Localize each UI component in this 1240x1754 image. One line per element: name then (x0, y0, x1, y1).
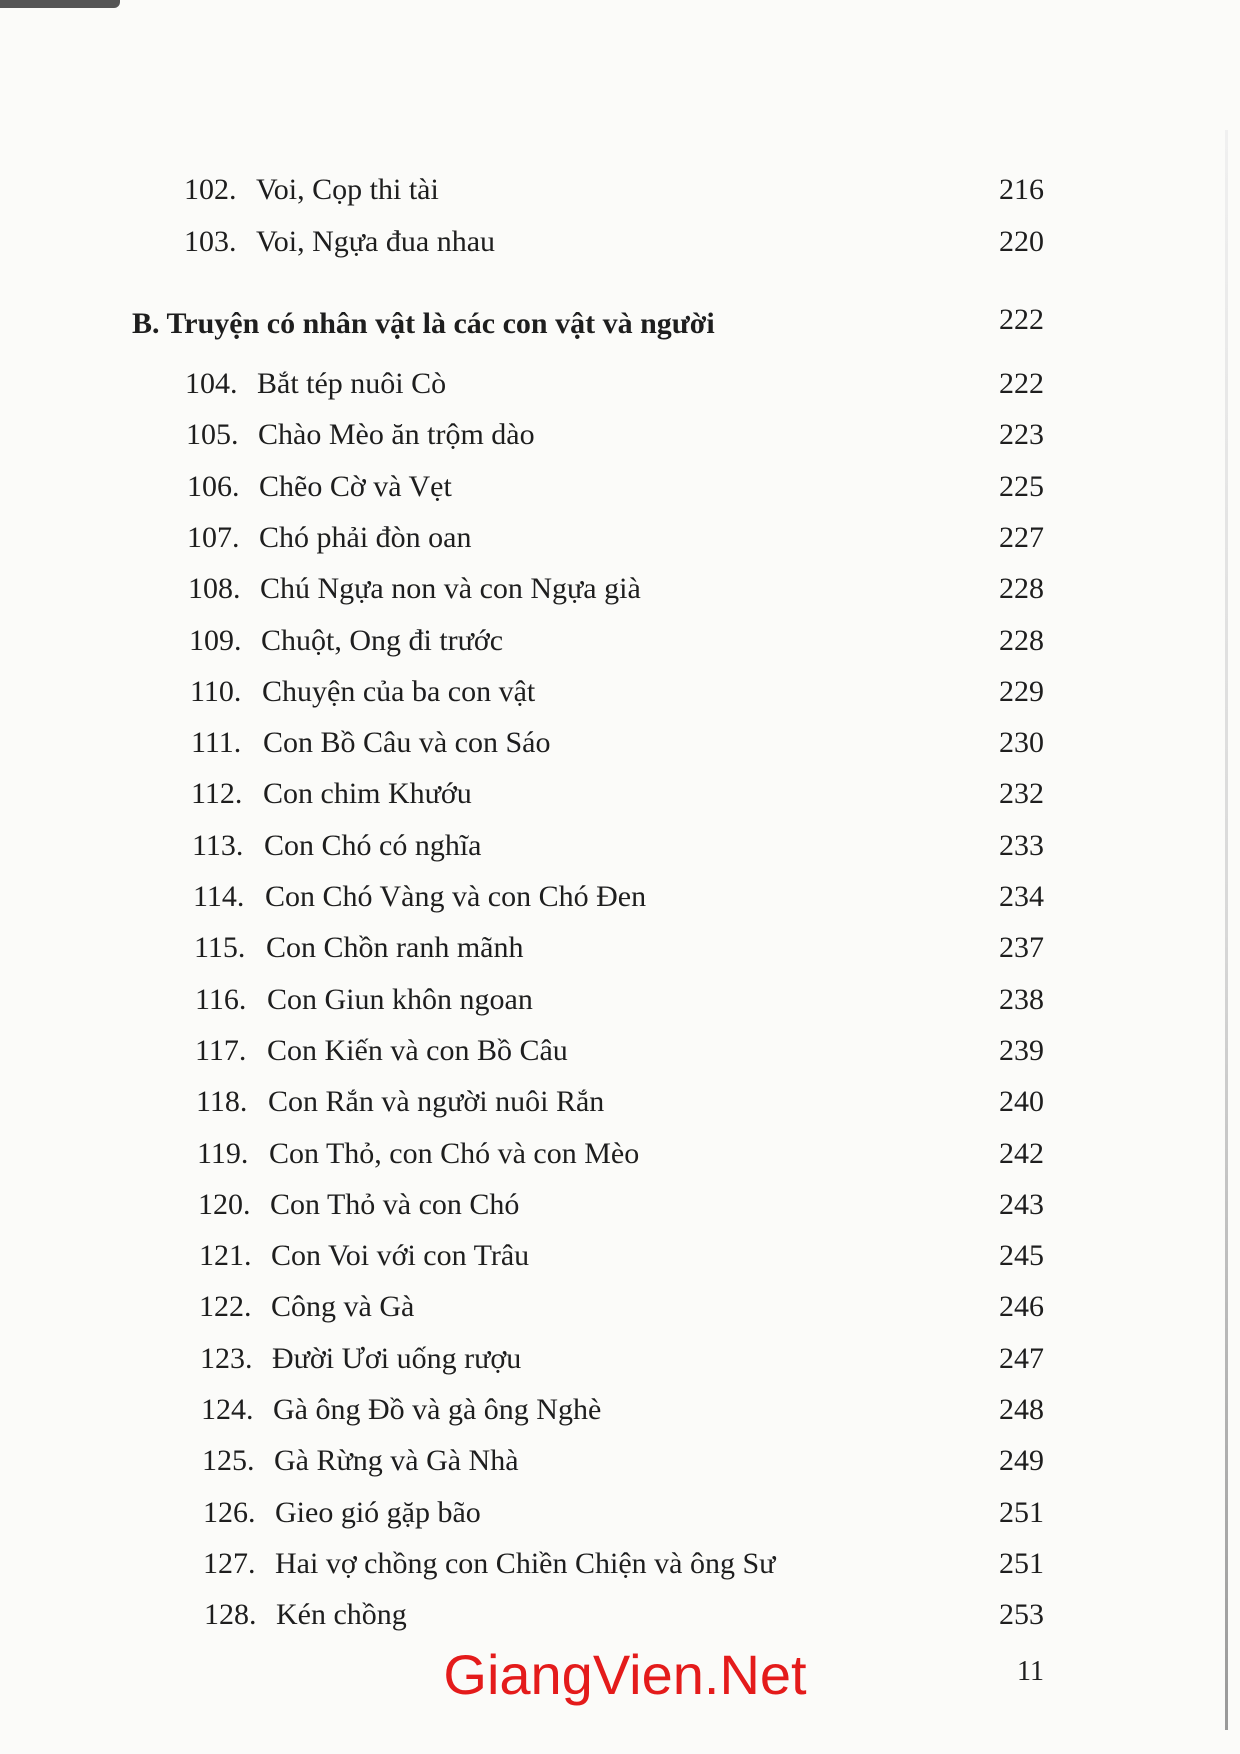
entry-page: 239 (999, 1034, 1044, 1067)
scan-page-edge (1225, 130, 1228, 1730)
entry-title: Voi, Cọp thi tài (256, 173, 439, 206)
entry-page: 253 (999, 1598, 1044, 1631)
toc-entry (201, 1390, 601, 1430)
entry-number: 127. (203, 1547, 256, 1580)
toc-entry (184, 222, 495, 262)
entry-number: 113. (192, 829, 244, 862)
entry-title: Con chim Khướu (263, 777, 472, 810)
entry-number: 115. (194, 931, 246, 964)
toc-entry (190, 672, 535, 712)
entry-title: Chó phải đòn oan (259, 521, 472, 554)
entry-title: Hai vợ chồng con Chiền Chiện và ông Sư (275, 1547, 776, 1580)
toc-entry (203, 1493, 481, 1533)
entry-page: 247 (999, 1342, 1044, 1375)
entry-title: Gà ông Đồ và gà ông Nghè (273, 1393, 602, 1426)
entry-number: 121. (199, 1239, 252, 1272)
scan-corner-mark (0, 0, 120, 8)
entry-title: Con Kiến và con Bồ Câu (267, 1034, 568, 1067)
entry-number: 116. (195, 983, 247, 1016)
entry-title: Chẽo Cờ và Vẹt (259, 470, 452, 503)
entry-title: Gà Rừng và Gà Nhà (274, 1444, 519, 1477)
entry-title: Con Chồn ranh mãnh (266, 931, 524, 964)
entry-number: 110. (190, 675, 242, 708)
entry-page: 228 (999, 572, 1044, 605)
toc-entry (185, 364, 446, 404)
entry-number: 102. (184, 173, 237, 206)
entry-number: 128. (204, 1598, 257, 1631)
entry-number: 108. (188, 572, 241, 605)
toc-entry (191, 723, 550, 763)
entry-number: 123. (200, 1342, 253, 1375)
entry-page: 246 (999, 1290, 1044, 1323)
entry-page: 229 (999, 675, 1044, 708)
entry-number: 117. (195, 1034, 247, 1067)
toc-entry (195, 1031, 568, 1071)
toc-entry (200, 1339, 521, 1379)
entry-title: Con Thỏ và con Chó (270, 1188, 520, 1221)
entry-number: 105. (186, 418, 239, 451)
toc-entry (196, 1082, 604, 1122)
entry-title: Con Rắn và người nuôi Rắn (268, 1085, 605, 1118)
toc-entry (198, 1185, 519, 1225)
toc-entry (197, 1134, 639, 1174)
entry-title: Voi, Ngựa đua nhau (256, 225, 496, 258)
entry-title: Công và Gà (271, 1290, 415, 1323)
toc-entry (194, 928, 523, 968)
page-number: 11 (1017, 1656, 1044, 1687)
toc-entry (203, 1544, 775, 1584)
entry-page: 251 (999, 1547, 1044, 1580)
toc-entry (195, 980, 533, 1020)
toc-entry (204, 1595, 407, 1635)
entry-number: 114. (193, 880, 245, 913)
entry-number: 124. (201, 1393, 254, 1426)
entry-page: 251 (999, 1496, 1044, 1529)
entry-title: Con Chó có nghĩa (264, 829, 482, 862)
entry-number: 126. (203, 1496, 256, 1529)
toc-entry (186, 415, 535, 455)
entry-page: 232 (999, 777, 1044, 810)
toc-entry (188, 569, 641, 609)
entry-page: 240 (999, 1085, 1044, 1118)
entry-page: 249 (999, 1444, 1044, 1477)
entry-title: Con Bồ Câu và con Sáo (263, 726, 551, 759)
toc-entry (191, 774, 472, 814)
entry-number: 120. (198, 1188, 251, 1221)
watermark: GiangVien.Net (443, 1643, 807, 1706)
entry-page: 243 (999, 1188, 1044, 1221)
entry-page: 222 (999, 367, 1044, 400)
entry-title: Con Chó Vàng và con Chó Đen (265, 880, 647, 913)
entry-page: 238 (999, 983, 1044, 1016)
entry-number: 119. (197, 1137, 249, 1170)
entry-number: 104. (185, 367, 238, 400)
toc-entry (184, 170, 439, 210)
entry-number: 106. (187, 470, 240, 503)
entry-title: Kén chồng (276, 1598, 407, 1631)
entry-number: 103. (184, 225, 237, 258)
toc-entry (202, 1441, 519, 1481)
entry-page: 223 (999, 418, 1044, 451)
entry-number: 122. (199, 1290, 252, 1323)
entry-title: Chuột, Ong đi trước (261, 624, 504, 657)
toc-entry (193, 877, 646, 917)
toc-entry (192, 826, 482, 866)
entry-title: Con Voi với con Trâu (271, 1239, 530, 1272)
entry-page: 237 (999, 931, 1044, 964)
entry-page: 242 (999, 1137, 1044, 1170)
entry-number: 109. (189, 624, 242, 657)
entry-page: 245 (999, 1239, 1044, 1272)
entry-title: Chào Mèo ăn trộm dào (258, 418, 535, 451)
entry-title: Chuyện của ba con vật (262, 675, 536, 708)
entry-number: 112. (191, 777, 243, 810)
entry-number: 107. (187, 521, 240, 554)
entry-page: 230 (999, 726, 1044, 759)
entry-title: Bắt tép nuôi Cò (257, 367, 447, 400)
entry-title: Đười Ươi uống rượu (272, 1342, 522, 1375)
entry-page: 228 (999, 624, 1044, 657)
entry-title: Chú Ngựa non và con Ngựa già (260, 572, 641, 605)
entry-page: 248 (999, 1393, 1044, 1426)
entry-title: Con Giun khôn ngoan (267, 983, 533, 1016)
entry-title: Gieo gió gặp bão (275, 1496, 481, 1529)
section-page: 222 (999, 303, 1044, 336)
entry-page: 234 (999, 880, 1044, 913)
entry-number: 118. (196, 1085, 248, 1118)
toc-entry (199, 1236, 529, 1276)
toc-entry (189, 621, 503, 661)
entry-number: 125. (202, 1444, 255, 1477)
toc-entry (199, 1287, 414, 1327)
entry-title: Con Thỏ, con Chó và con Mèo (269, 1137, 640, 1170)
toc-entry (187, 518, 471, 558)
section-heading: B. Truyện có nhân vật là các con vật và người (132, 307, 715, 340)
entry-number: 111. (191, 726, 242, 759)
entry-page: 227 (999, 521, 1044, 554)
entry-page: 220 (999, 225, 1044, 258)
entry-page: 216 (999, 173, 1044, 206)
entry-page: 233 (999, 829, 1044, 862)
entry-page: 225 (999, 470, 1044, 503)
toc-entry (187, 467, 452, 507)
